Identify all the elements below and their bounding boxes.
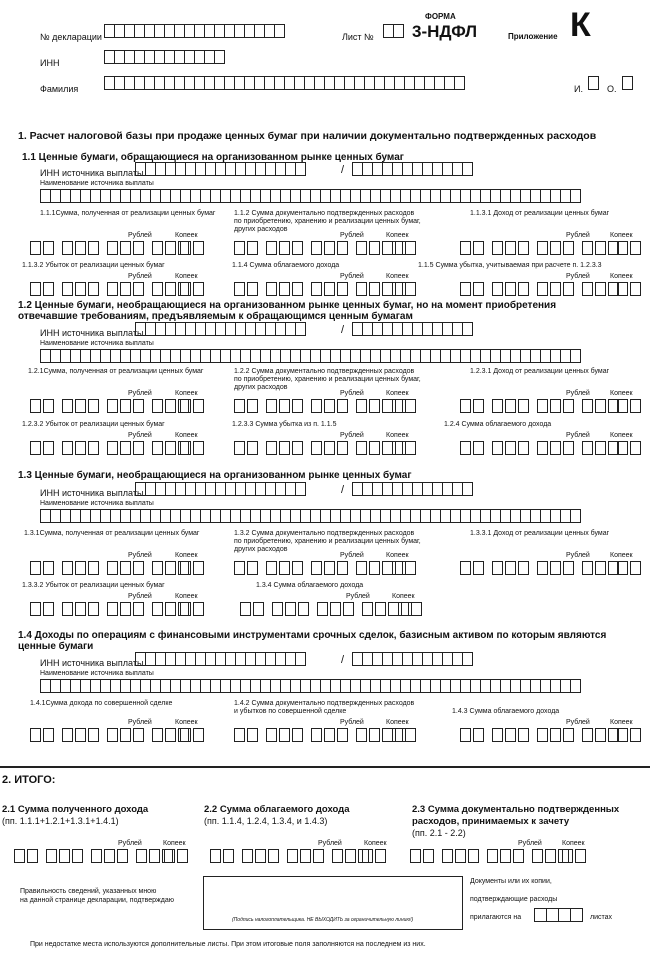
f1232-label: 1.2.3.2 Убыток от реализации ценных бумаг (22, 421, 165, 428)
s14-payer-name-label: Наименование источника выплаты (40, 670, 154, 677)
confirm-label-2: на данной странице декларации, подтверждаю (20, 897, 174, 904)
f141-label: 1.4.1Сумма дохода по совершенной сделке (30, 700, 173, 707)
docs-label-2: подтверждающие расходы (470, 896, 558, 903)
f121-rub-boxes[interactable] (30, 399, 191, 413)
f142-rub-boxes[interactable] (234, 728, 408, 742)
s11-payer-inn-label: ИНН источника выплаты (40, 168, 144, 178)
f23-rub: Рублей (518, 840, 542, 847)
s12-payer-inn-label: ИНН источника выплаты (40, 328, 144, 338)
f111-rub-boxes[interactable] (30, 241, 191, 255)
f122-rub: Рублей (340, 390, 364, 397)
f23-kop: Копеек (562, 840, 585, 847)
s13-slash: / (341, 484, 345, 496)
f131-kop-boxes[interactable] (180, 561, 206, 575)
f131-rub-boxes[interactable] (30, 561, 191, 575)
f122-kop: Копеек (386, 390, 409, 397)
f141-kop-boxes[interactable] (180, 728, 206, 742)
f22-kop-boxes[interactable] (362, 849, 388, 863)
initial-o-label: О. (607, 84, 617, 94)
f21-label-1: 2.1 Сумма полученного дохода (2, 804, 149, 815)
f112-label-1: 1.1.2 Сумма документально подтвержденных расходов (234, 210, 415, 217)
f21-kop: Копеек (163, 840, 186, 847)
initial-i-label: И. (574, 84, 583, 94)
f121-kop-boxes[interactable] (180, 399, 206, 413)
s11-payer-name-boxes[interactable] (40, 189, 581, 203)
surname-boxes[interactable] (104, 76, 465, 90)
f1231-rub: Рублей (566, 390, 590, 397)
inn-boxes[interactable] (104, 50, 225, 64)
decl-no-label: № декларации (40, 32, 102, 42)
f134-rub-boxes[interactable] (240, 602, 414, 616)
f143-kop-boxes[interactable] (617, 728, 643, 742)
section-divider (0, 766, 650, 768)
f115-label: 1.1.5 Сумма убытка, учитываемая при расчете п. 1.2.3.3 (418, 262, 602, 269)
f121-kop: Копеек (175, 390, 198, 397)
f134-label: 1.3.4 Сумма облагаемого дохода (256, 582, 364, 589)
f1231-label: 1.2.3.1 Доход от реализации ценных бумаг (470, 368, 610, 375)
f1232-kop-boxes[interactable] (180, 441, 206, 455)
f143-label: 1.4.3 Сумма облагаемого дохода (452, 708, 560, 715)
f112-rub: Рублей (340, 232, 364, 239)
f142-label-1: 1.4.2 Сумма документально подтвержденных расходов (234, 700, 415, 707)
s14-payer-inn-label: ИНН источника выплаты (40, 658, 144, 668)
f141-rub-boxes[interactable] (30, 728, 191, 742)
inn-label: ИНН (40, 58, 60, 68)
f22-kop: Копеек (364, 840, 387, 847)
f1232-kop: Копеек (175, 432, 198, 439)
s12-payer-kpp-boxes[interactable] (352, 322, 473, 336)
s11-payer-name-label: Наименование источника выплаты (40, 180, 154, 187)
f114-rub: Рублей (340, 273, 364, 280)
f1331-kop-boxes[interactable] (617, 561, 643, 575)
s12-payer-name-boxes[interactable] (40, 349, 581, 363)
form-label: ФОРМА (425, 12, 456, 21)
f134-rub: Рублей (346, 593, 370, 600)
f122-label-3: других расходов (234, 384, 288, 391)
f143-rub: Рублей (566, 719, 590, 726)
f1232-rub: Рублей (128, 432, 152, 439)
f134-kop-boxes[interactable] (398, 602, 424, 616)
f111-label: 1.1.1Сумма, полученная от реализации ценных бумаг (40, 210, 216, 217)
f21-rub: Рублей (118, 840, 142, 847)
f1331-rub-boxes[interactable] (460, 561, 621, 575)
f1332-label: 1.3.3.2 Убыток от реализации ценных бумаг (22, 582, 165, 589)
f132-kop-boxes[interactable] (392, 561, 418, 575)
f124-label: 1.2.4 Сумма облагаемого дохода (444, 421, 552, 428)
s13-payer-kpp-boxes[interactable] (352, 482, 473, 496)
f112-rub-boxes[interactable] (234, 241, 408, 255)
f1232-rub-boxes[interactable] (30, 441, 191, 455)
f112-label-2: по приобретению, хранению и реализации ценных бумаг, (234, 218, 421, 225)
appendix-letter: К (570, 6, 591, 44)
f1233-rub-boxes[interactable] (234, 441, 408, 455)
s12-title-2: отвечавшие требованиям, предъявляемым к обращающимся ценным бумагам (18, 311, 413, 322)
f111-kop: Копеек (175, 232, 198, 239)
s13-payer-inn-boxes[interactable] (135, 482, 306, 496)
surname-label: Фамилия (40, 84, 79, 94)
f1331-rub: Рублей (566, 552, 590, 559)
sheets-count-boxes[interactable] (534, 908, 583, 922)
bottom-note: При недостатке места используются дополнительные листы. При этом итоговые поля заполняются на последнем из них. (30, 941, 426, 948)
f21-kop-boxes[interactable] (164, 849, 190, 863)
f1131-kop: Копеек (610, 232, 633, 239)
f131-kop: Копеек (175, 552, 198, 559)
f1132-kop-boxes[interactable] (180, 282, 206, 296)
sheet-no-boxes[interactable] (355, 24, 404, 38)
f115-kop-boxes[interactable] (617, 282, 643, 296)
f132-label-1: 1.3.2 Сумма документально подтвержденных расходов (234, 530, 415, 537)
f142-kop-boxes[interactable] (392, 728, 418, 742)
f143-rub-boxes[interactable] (460, 728, 621, 742)
f114-rub-boxes[interactable] (234, 282, 408, 296)
f142-rub: Рублей (340, 719, 364, 726)
f124-kop: Копеек (610, 432, 633, 439)
f1131-label: 1.1.3.1 Доход от реализации ценных бумаг (470, 210, 610, 217)
f23-kop-boxes[interactable] (562, 849, 588, 863)
f1233-kop: Копеек (386, 432, 409, 439)
s11-slash: / (341, 164, 345, 176)
form-code: 3-НДФЛ (412, 22, 478, 41)
f122-rub-boxes[interactable] (234, 399, 408, 413)
confirm-label-1: Правильность сведений, указанных мною (20, 888, 157, 895)
f141-rub: Рублей (128, 719, 152, 726)
decl-no-boxes[interactable] (104, 24, 285, 38)
s13-payer-name-boxes[interactable] (40, 509, 581, 523)
f132-rub-boxes[interactable] (234, 561, 408, 575)
s11-title: 1.1 Ценные бумаги, обращающиеся на организованном рынке ценных бумаг (22, 152, 404, 163)
sheets-label: листах (590, 914, 613, 921)
section2-title: 2. ИТОГО: (2, 774, 56, 786)
f1132-label: 1.1.3.2 Убыток от реализации ценных бумаг (22, 262, 165, 269)
s14-payer-name-boxes[interactable] (40, 679, 581, 693)
s13-payer-name-label: Наименование источника выплаты (40, 500, 154, 507)
s13-title: 1.3 Ценные бумаги, необращающиеся на организованном рынке ценных бумаг (18, 470, 412, 481)
f111-rub: Рублей (128, 232, 152, 239)
f124-kop-boxes[interactable] (617, 441, 643, 455)
s11-payer-inn-boxes[interactable] (135, 162, 306, 176)
f21-label-2: (пп. 1.1.1+1.2.1+1.3.1+1.4.1) (2, 816, 119, 826)
f1332-kop: Копеек (175, 593, 198, 600)
f112-label-3: других расходов (234, 226, 288, 233)
f142-label-2: и убытков по совершенной сделке (234, 708, 347, 715)
f122-kop-boxes[interactable] (392, 399, 418, 413)
s14-payer-kpp-boxes[interactable] (352, 652, 473, 666)
s12-title-1: 1.2 Ценные бумаги, необращающиеся на организованном рынке ценных бумаг, но на момент приобретения (18, 300, 557, 311)
f1231-rub-boxes[interactable] (460, 399, 621, 413)
f1132-rub-boxes[interactable] (30, 282, 191, 296)
f132-label-3: других расходов (234, 546, 288, 553)
f22-rub-boxes[interactable] (210, 849, 371, 863)
f142-kop: Копеек (386, 719, 409, 726)
f23-label-2: расходов, принимаемых к зачету (412, 816, 570, 827)
f1131-kop-boxes[interactable] (617, 241, 643, 255)
f1231-kop-boxes[interactable] (617, 399, 643, 413)
f112-kop: Копеек (386, 232, 409, 239)
f141-kop: Копеек (175, 719, 198, 726)
f1233-kop-boxes[interactable] (392, 441, 418, 455)
f23-label-3: (пп. 2.1 - 2.2) (412, 828, 466, 838)
f23-label-1: 2.3 Сумма документально подтвержденных (412, 804, 620, 815)
s14-slash: / (341, 654, 345, 666)
sheet-no-label: Лист № (342, 32, 374, 42)
f112-kop-boxes[interactable] (392, 241, 418, 255)
f134-kop: Копеек (392, 593, 415, 600)
f23-rub-boxes[interactable] (410, 849, 571, 863)
s12-slash: / (341, 324, 345, 336)
s12-payer-name-label: Наименование источника выплаты (40, 340, 154, 347)
s12-payer-inn-boxes[interactable] (135, 322, 306, 336)
f121-label: 1.2.1Сумма, полученная от реализации ценных бумаг (28, 368, 204, 375)
f115-rub: Рублей (566, 273, 590, 280)
f124-rub: Рублей (566, 432, 590, 439)
docs-label-1: Документы или их копии, (470, 878, 552, 885)
f22-rub: Рублей (318, 840, 342, 847)
f131-rub: Рублей (128, 552, 152, 559)
f21-rub-boxes[interactable] (14, 849, 175, 863)
f114-kop-boxes[interactable] (392, 282, 418, 296)
f1331-label: 1.3.3.1 Доход от реализации ценных бумаг (470, 530, 610, 537)
attached-label: прилагаются на (470, 914, 522, 921)
f1233-label: 1.2.3.3 Сумма убытка из п. 1.1.5 (232, 421, 337, 428)
f1132-rub: Рублей (128, 273, 152, 280)
f132-rub: Рублей (340, 552, 364, 559)
s13-payer-inn-label: ИНН источника выплаты (40, 488, 144, 498)
f1131-rub: Рублей (566, 232, 590, 239)
f143-kop: Копеек (610, 719, 633, 726)
f22-label-1: 2.2 Сумма облагаемого дохода (204, 804, 350, 815)
f22-label-2: (пп. 1.1.4, 1.2.4, 1.3.4, и 1.4.3) (204, 816, 328, 826)
s14-payer-inn-boxes[interactable] (135, 652, 306, 666)
appendix-label: Приложение (508, 32, 558, 41)
f124-rub-boxes[interactable] (460, 441, 621, 455)
s14-title-1: 1.4 Доходы по операциям с финансовыми инструментами срочных сделок, базисным активом по которым являются (18, 630, 607, 641)
f111-kop-boxes[interactable] (180, 241, 206, 255)
f121-rub: Рублей (128, 390, 152, 397)
f114-label: 1.1.4 Сумма облагаемого дохода (232, 262, 340, 269)
signature-hint: (Подпись налогоплательщика. НЕ ВЫХОДИТЬ за ограничительную линию!) (232, 917, 414, 923)
f1332-kop-boxes[interactable] (180, 602, 206, 616)
s14-title-2: ценные бумаги (18, 641, 94, 652)
initial-i-box[interactable] (588, 76, 601, 90)
section1-title: 1. Расчет налоговой базы при продаже ценных бумаг при наличии документально подтвержденных расходов (18, 130, 597, 142)
f115-kop: Копеек (610, 273, 633, 280)
f1132-kop: Копеек (175, 273, 198, 280)
f1331-kop: Копеек (610, 552, 633, 559)
f131-label: 1.3.1Сумма, полученная от реализации ценных бумаг (24, 530, 200, 537)
f132-kop: Копеек (386, 552, 409, 559)
f132-label-2: по приобретению, хранению и реализации ценных бумаг, (234, 538, 421, 545)
f122-label-2: по приобретению, хранению и реализации ценных бумаг, (234, 376, 421, 383)
s11-payer-kpp-boxes[interactable] (352, 162, 473, 176)
f1231-kop: Копеек (610, 390, 633, 397)
f1332-rub-boxes[interactable] (30, 602, 191, 616)
f1233-rub: Рублей (340, 432, 364, 439)
f1332-rub: Рублей (128, 593, 152, 600)
f114-kop: Копеек (386, 273, 409, 280)
initial-o-box[interactable] (622, 76, 635, 90)
f115-rub-boxes[interactable] (460, 282, 621, 296)
f1131-rub-boxes[interactable] (460, 241, 621, 255)
f122-label-1: 1.2.2 Сумма документально подтвержденных расходов (234, 368, 415, 375)
